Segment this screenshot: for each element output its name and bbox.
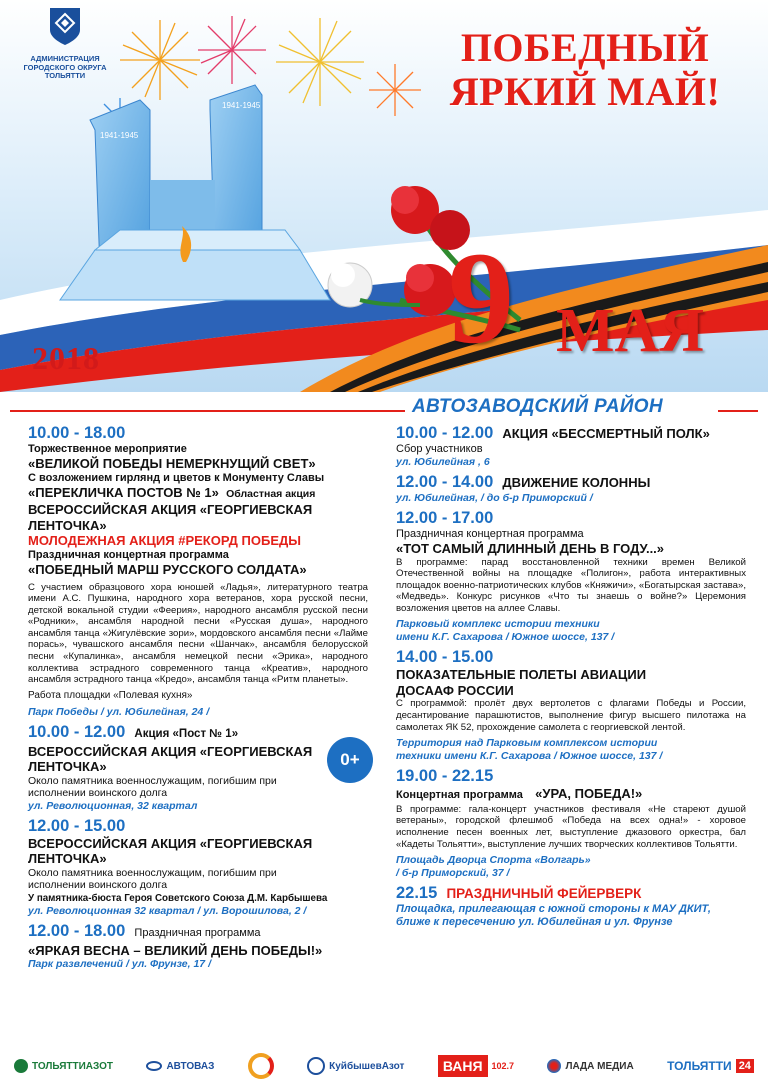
year-label: 2018	[32, 340, 100, 376]
event-time-row	[28, 922, 368, 943]
event-title-row	[396, 786, 746, 804]
event-title: «ПЕРЕКЛИЧКА ПОСТОВ № 1»	[28, 484, 219, 500]
event-note: С возложением гирлянд и цветов к Монументу Славы	[28, 471, 325, 484]
event-location: / б-р Приморский, 37 /	[396, 867, 510, 880]
event-time: 12.00 - 17.00	[396, 509, 494, 527]
sponsor-avtovaz: АВТОВАЗ	[146, 1061, 214, 1072]
event-location: ул. Юбилейная , 6	[396, 456, 490, 468]
day-number: 9	[448, 224, 514, 371]
sponsor-kuibyshevazot: КуйбышевАзот	[307, 1057, 404, 1075]
event-title: ПРАЗДНИЧНЫЙ ФЕЙЕРВЕРК	[446, 886, 642, 902]
event-note: исполнении воинского долга	[28, 879, 168, 892]
divider-left	[10, 410, 405, 412]
event-description: С программой: пролёт двух вертолетов с флагами Победы и России, десантирование парашютистов, выполнение фигур высшего пилотажа на самолетах ЯК 52, прохождение самолета с георгиевской лентой.	[396, 698, 746, 733]
circle-logo-icon	[248, 1053, 274, 1079]
event-description: С участием образцового хора юношей «Ладья», литературного театра имени А.С. Пушкина, народного хора ветеранов, хора русской песни, детской вокальной студии «Феерия», народного ансамбля русской песни «Родники», ансамбля народной песни «Русская душа», народного ансамбля танца «Жигулёвские зори», мордовского ансамбля песни «Лайме порась», чувашского ансамбля песни «Шанчак», ансамбля белорусской песни «Купалинка», ансамбля немецкой песни «Эрика», народного коллектива эстрадного современного танца «Креатив», народного ансамбля эстрадного танца «Кредо», ансамбля танца «Ритм планеты».	[28, 581, 368, 686]
event-title: «ВЕЛИКОЙ ПОБЕДЫ НЕМЕРКНУЩИЙ СВЕТ»	[28, 456, 316, 471]
event-title: ВСЕРОССИЙСКАЯ АКЦИЯ «ГЕОРГИЕВСКАЯ	[28, 502, 313, 517]
event-location: Площадь Дворца Спорта «Волгарь»	[396, 854, 591, 867]
event-note: Областная акция	[226, 487, 316, 500]
event-title: ЛЕНТОЧКА»	[28, 851, 107, 867]
event-time: 10.00 - 12.00	[28, 722, 126, 741]
title-line-2: ЯРКИЙ МАЙ!	[449, 69, 721, 114]
sponsor-lada-media: ЛАДА МЕДИА	[547, 1059, 633, 1073]
district-title: АВТОЗАВОДСКИЙ РАЙОН	[412, 396, 663, 417]
event-location: ул. Революционная 32 квартал / ул. Ворошилова, 2 /	[28, 904, 307, 917]
logo-line-2: ГОРОДСКОГО ОКРУГА	[23, 62, 107, 72]
event-time-row	[396, 884, 746, 903]
sponsor-radio-vanya: ВАНЯ 102.7	[438, 1055, 514, 1077]
event-title: ДОСААФ РОССИИ	[396, 682, 514, 698]
title-line-1: ПОБЕДНЫЙ	[460, 25, 710, 70]
event-location: Территория над Парковым комплексом истории	[396, 737, 658, 750]
administration-logo	[10, 6, 120, 81]
sponsor-circle-logo	[248, 1053, 274, 1079]
event-title: ДВИЖЕНИЕ КОЛОННЫ	[502, 475, 651, 490]
month-label: МАЯ	[556, 297, 705, 365]
event-highlight: МОЛОДЕЖНАЯ АКЦИЯ #РЕКОРД ПОБЕДЫ	[28, 533, 302, 548]
event-location: ближе к пересечению ул. Юбилейная и ул. Фрунзе	[396, 916, 673, 929]
right-column	[396, 424, 746, 929]
event-time: 10.00 - 12.00	[396, 424, 494, 442]
event-type: Праздничная программа	[134, 926, 261, 939]
event-time: 22.15	[396, 884, 438, 903]
event-type: Праздничная концертная программа	[396, 528, 584, 540]
event-location: Парк Победы / ул. Юбилейная, 24 /	[28, 705, 210, 718]
logo-line-3: ТОЛЬЯТТИ	[44, 71, 86, 81]
sponsor-logos	[0, 1046, 768, 1086]
event-title-row	[28, 485, 368, 503]
event-title: ЛЕНТОЧКА»	[28, 517, 107, 533]
event-time: 14.00 - 15.00	[396, 648, 494, 667]
event-location: Парковый комплекс истории техники	[396, 618, 600, 631]
event-type: Праздничная концертная программа	[28, 549, 229, 561]
sponsor-togliattiazot: ТОЛЬЯТТИАЗОТ	[14, 1059, 113, 1073]
event-title: ВСЕРОССИЙСКАЯ АКЦИЯ «ГЕОРГИЕВСКАЯ	[28, 743, 313, 759]
svg-text:1941-1945: 1941-1945	[100, 131, 139, 140]
event-time: 12.00 - 18.00	[28, 921, 126, 940]
event-time-row	[28, 723, 368, 744]
sponsor-togliatti24: ТОЛЬЯТТИ 24	[667, 1059, 754, 1073]
event-location: имени К.Г. Сахарова / Южное шоссе, 137 /	[396, 631, 615, 644]
event-note: Около памятника военнослужащим, погибшим при	[28, 866, 277, 879]
divider-right	[718, 410, 758, 412]
svg-text:1941-1945: 1941-1945	[222, 101, 261, 110]
event-time-row	[396, 424, 746, 443]
event-title: «УРА, ПОБЕДА!»	[535, 786, 643, 802]
event-title: ВСЕРОССИЙСКАЯ АКЦИЯ «ГЕОРГИЕВСКАЯ	[28, 835, 313, 851]
event-title: «ПОБЕДНЫЙ МАРШ РУССКОГО СОЛДАТА»	[28, 562, 307, 577]
age-rating-badge: 0+	[327, 737, 373, 783]
event-note: исполнении воинского долга	[28, 787, 168, 800]
event-type: Акция «Пост № 1»	[134, 727, 239, 740]
event-description: В программе: парад восстановленной техники времен Великой Отечественной войны на площадке «Полигон», работа интерактивных площадок военно-патриотических клубов «Княжичи», «Богатырская застава», «Медведь». Конкурс рисунков «Что ты знаешь о войне?» Церемония возложения цветов на аллее Славы.	[396, 556, 746, 614]
event-title: АКЦИЯ «БЕССМЕРТНЫЙ ПОЛК»	[502, 426, 710, 441]
event-note: Около памятника военнослужащим, погибшим при	[28, 774, 277, 787]
lada-media-icon	[547, 1059, 561, 1073]
hero-banner	[0, 0, 768, 392]
event-location: техники имени К.Г. Сахарова / Южное шоссе, 137 /	[396, 750, 663, 763]
kuibyshevazot-icon	[307, 1057, 325, 1075]
event-title: ЛЕНТОЧКА»	[28, 759, 107, 775]
event-note: Работа площадки «Полевая кухня»	[28, 689, 193, 701]
event-type: Торжественное мероприятие	[28, 443, 187, 455]
event-note: У памятника-бюста Героя Советского Союза Д.М. Карбышева	[28, 892, 328, 904]
event-time: 12.00 - 15.00	[28, 816, 126, 835]
logo-line-1: АДМИНИСТРАЦИЯ	[30, 54, 100, 63]
event-type: Концертная программа	[396, 789, 523, 802]
city-emblem-icon	[48, 6, 82, 46]
poster-title	[420, 26, 750, 114]
event-time-row	[396, 473, 746, 492]
togliattiazot-icon	[14, 1059, 28, 1073]
left-column	[28, 424, 368, 971]
event-description: В программе: гала-концерт участников фестиваля «Не стареют душой ветераны», городской флешмоб «Победа на всех одна!» - хоровое исполнение песен военных лет, выступление джазового оркестра, бал «Кадеты Тольятти», выступление лучших творческих коллективов Тольятти.	[396, 803, 746, 850]
avtovaz-icon	[146, 1061, 162, 1071]
event-title: «ТОТ САМЫЙ ДЛИННЫЙ ДЕНЬ В ГОДУ...»	[396, 541, 665, 556]
event-title: ПОКАЗАТЕЛЬНЫЕ ПОЛЕТЫ АВИАЦИИ	[396, 667, 647, 683]
event-location: ул. Революционная, 32 квартал	[28, 799, 198, 812]
event-location: ул. Юбилейная, / до б-р Приморский /	[396, 492, 593, 504]
event-location: Площадка, прилегающая с южной стороны к МАУ ДКИТ,	[396, 903, 711, 916]
event-note: Сбор участников	[396, 443, 483, 455]
event-time: 10.00 - 18.00	[28, 424, 126, 442]
event-time: 12.00 - 14.00	[396, 473, 494, 491]
event-location: Парк развлечений / ул. Фрунзе, 17 /	[28, 958, 211, 971]
event-time: 19.00 - 22.15	[396, 767, 494, 786]
event-title: «ЯРКАЯ ВЕСНА – ВЕЛИКИЙ ДЕНЬ ПОБЕДЫ!»	[28, 942, 323, 958]
